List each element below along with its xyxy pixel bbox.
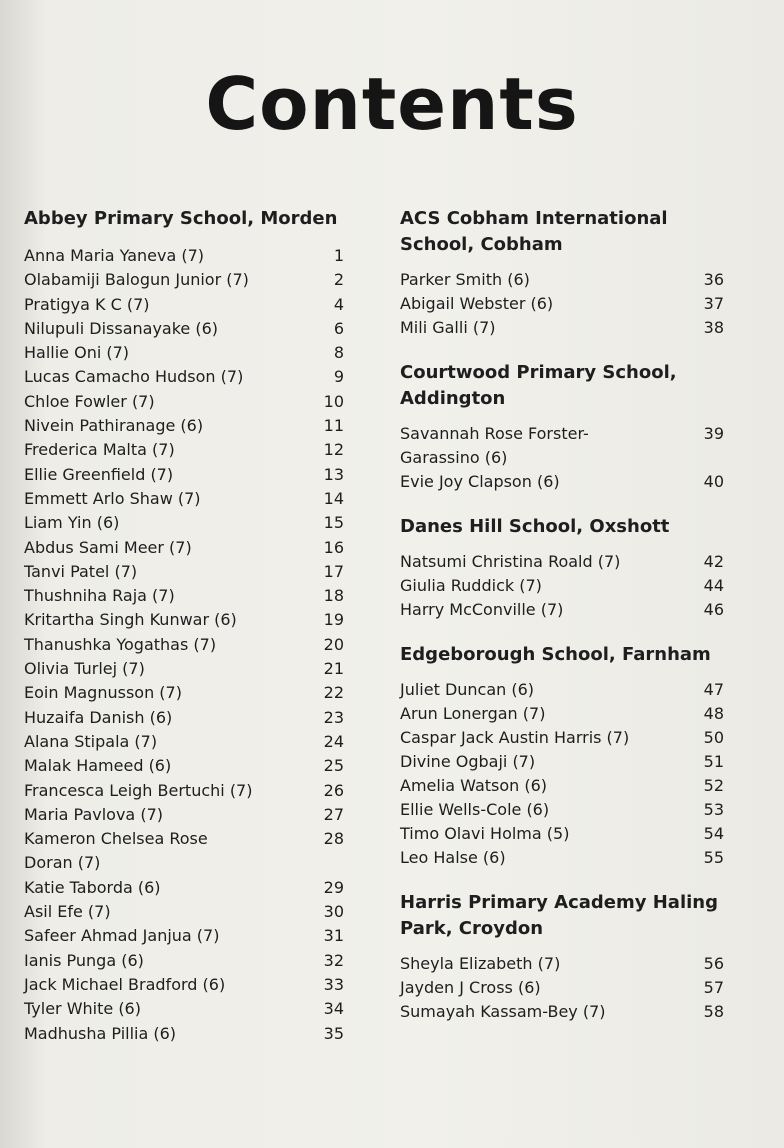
toc-entry [24, 268, 344, 292]
entry-page-number: 10 [323, 391, 344, 411]
entry-page-number: 51 [703, 752, 724, 771]
toc-entry [400, 774, 724, 798]
toc-entry [24, 997, 344, 1021]
school-heading: Abbey Primary School, Morden [24, 208, 338, 229]
entry-author-name: Malak Hameed (6) [24, 756, 172, 776]
entry-page-number: 31 [323, 926, 344, 946]
entry-page-number: 12 [323, 440, 344, 460]
toc-entry [24, 293, 344, 317]
toc-entry [400, 598, 724, 622]
toc-entry [24, 560, 344, 584]
entry-page-number: 32 [323, 950, 344, 970]
entry-page-number: 17 [323, 561, 344, 581]
entry-author-name: Chloe Fowler (7) [24, 391, 155, 411]
entry-author-name: Katie Taborda (6) [24, 877, 161, 897]
toc-entry [400, 470, 724, 494]
entry-page-number: 19 [323, 610, 344, 630]
entry-author-name: Ianis Punga (6) [24, 950, 144, 970]
school-section [400, 360, 724, 494]
entry-page-number: 8 [333, 343, 344, 363]
left-column [24, 206, 344, 1066]
entry-page-number: 18 [323, 586, 344, 606]
entry-author-name: Tyler White (6) [24, 999, 141, 1019]
school-heading: Edgeborough School, Farnham [400, 644, 711, 665]
entry-author-name: Maria Pavlova (7) [24, 804, 163, 824]
entry-page-number: 40 [703, 472, 724, 491]
entry-page-number: 39 [703, 424, 724, 443]
toc-entry [400, 550, 724, 574]
entry-author-name: Frederica Malta (7) [24, 440, 175, 460]
entry-author-name: Amelia Watson (6) [400, 776, 548, 795]
toc-entry [24, 876, 344, 900]
entry-author-name: Lucas Camacho Hudson (7) [24, 367, 244, 387]
entry-author-name: Safeer Ahmad Janjua (7) [24, 926, 220, 946]
entry-author-name: Ellie Wells-Cole (6) [400, 800, 550, 819]
entry-author-name: Evie Joy Clapson (6) [400, 472, 560, 491]
entry-page-number: 21 [323, 659, 344, 679]
toc-entry [24, 924, 344, 948]
entry-author-name: Jayden J Cross (6) [400, 978, 541, 997]
entry-page-number: 25 [323, 756, 344, 776]
entry-author-name: Emmett Arlo Shaw (7) [24, 488, 201, 508]
entry-page-number: 46 [703, 600, 724, 619]
page-title: Contents [205, 62, 579, 146]
entry-page-number: 1 [333, 246, 344, 265]
toc-entry [400, 822, 724, 846]
school-heading: Harris Primary Academy Haling Park, Croydon [400, 892, 718, 939]
entry-page-number: 47 [703, 680, 724, 699]
toc-entry [24, 244, 344, 268]
entry-author-name: Abdus Sami Meer (7) [24, 537, 192, 557]
toc-entry [400, 726, 724, 750]
toc-entry [24, 827, 344, 876]
entry-page-number: 52 [703, 776, 724, 795]
entry-page-number: 57 [703, 978, 724, 997]
entry-page-number: 30 [323, 902, 344, 922]
entry-page-number: 28 [323, 829, 344, 849]
toc-entry [24, 633, 344, 657]
school-heading: ACS Cobham International School, Cobham [400, 208, 668, 255]
toc-entry [400, 702, 724, 726]
toc-entry [24, 779, 344, 803]
entry-page-number: 29 [323, 877, 344, 897]
entry-page-number: 50 [703, 728, 724, 747]
entry-author-name: Francesca Leigh Bertuchi (7) [24, 780, 253, 800]
entry-page-number: 34 [323, 999, 344, 1019]
entry-author-name: Caspar Jack Austin Harris (7) [400, 728, 630, 747]
toc-entry [24, 341, 344, 365]
entry-page-number: 24 [323, 731, 344, 751]
entry-author-name: Divine Ogbaji (7) [400, 752, 536, 771]
school-section [400, 514, 724, 622]
school-heading: Danes Hill School, Oxshott [400, 516, 670, 537]
toc-entry [400, 268, 724, 292]
entry-page-number: 22 [323, 683, 344, 703]
toc-entry [24, 487, 344, 511]
toc-entry [24, 438, 344, 462]
entry-page-number: 26 [323, 780, 344, 800]
toc-entry [24, 584, 344, 608]
entry-author-name: Nilupuli Dissanayake (6) [24, 318, 219, 338]
entry-author-name: Alana Stipala (7) [24, 731, 158, 751]
entry-page-number: 11 [323, 416, 344, 436]
entry-page-number: 36 [703, 270, 724, 289]
school-section [400, 890, 724, 1024]
entry-author-name: Ellie Greenfield (7) [24, 464, 174, 484]
entry-page-number: 14 [323, 488, 344, 508]
toc-entry [24, 706, 344, 730]
toc-entry [24, 317, 344, 341]
toc-entry [400, 292, 724, 316]
entry-author-name: Pratigya K C (7) [24, 294, 150, 314]
entry-author-name: Arun Lonergan (7) [400, 704, 546, 723]
entry-page-number: 37 [703, 294, 724, 313]
school-heading: Courtwood Primary School, Addington [400, 362, 677, 409]
right-column [400, 206, 724, 1044]
entry-author-name: Sumayah Kassam-Bey (7) [400, 1002, 606, 1021]
entry-page-number: 38 [703, 318, 724, 337]
entry-author-name: Liam Yin (6) [24, 513, 120, 533]
toc-entry [24, 973, 344, 997]
entry-page-number: 9 [333, 367, 344, 387]
entry-author-name: Timo Olavi Holma (5) [400, 824, 570, 843]
entry-page-number: 58 [703, 1002, 724, 1021]
entry-page-number: 48 [703, 704, 724, 723]
toc-entry [24, 754, 344, 778]
school-section [24, 206, 344, 1046]
toc-entry [400, 976, 724, 1000]
entry-author-name: Leo Halse (6) [400, 848, 506, 867]
toc-entry [400, 574, 724, 598]
toc-entry [24, 730, 344, 754]
entry-author-name: Thushniha Raja (7) [24, 586, 175, 606]
toc-entry [24, 463, 344, 487]
entry-page-number: 15 [323, 513, 344, 533]
entry-author-name: Kritartha Singh Kunwar (6) [24, 610, 237, 630]
toc-entry [400, 798, 724, 822]
entry-page-number: 4 [333, 294, 344, 314]
entry-author-name: Giulia Ruddick (7) [400, 576, 542, 595]
entry-author-name: Olabamiji Balogun Junior (7) [24, 270, 249, 290]
toc-entry [400, 422, 724, 470]
entry-page-number: 33 [323, 974, 344, 994]
toc-entry [400, 952, 724, 976]
entry-author-name: Hallie Oni (7) [24, 343, 130, 363]
toc-entry [24, 365, 344, 389]
entry-page-number: 23 [323, 707, 344, 727]
toc-entry [24, 900, 344, 924]
entry-author-name: Mili Galli (7) [400, 318, 496, 337]
entry-author-name: Asil Efe (7) [24, 902, 111, 922]
entry-author-name: Thanushka Yogathas (7) [24, 634, 217, 654]
entry-page-number: 20 [323, 634, 344, 654]
toc-entry [24, 390, 344, 414]
entry-page-number: 56 [703, 954, 724, 973]
entry-author-name: Olivia Turlej (7) [24, 659, 145, 679]
toc-entry [24, 536, 344, 560]
school-section [400, 206, 724, 340]
entry-author-name: Harry McConville (7) [400, 600, 564, 619]
entry-author-name: Madhusha Pillia (6) [24, 1023, 177, 1043]
toc-entry [24, 949, 344, 973]
entry-author-name: Sheyla Elizabeth (7) [400, 954, 561, 973]
entry-author-name: Natsumi Christina Roald (7) [400, 552, 621, 571]
entry-page-number: 54 [703, 824, 724, 843]
toc-entry [400, 316, 724, 340]
toc-entry [24, 511, 344, 535]
entry-author-name: Parker Smith (6) [400, 270, 530, 289]
entry-page-number: 13 [323, 464, 344, 484]
school-section [400, 642, 724, 870]
entry-author-name: Huzaifa Danish (6) [24, 707, 173, 727]
toc-entry [24, 414, 344, 438]
entry-page-number: 2 [333, 270, 344, 290]
entry-page-number: 42 [703, 552, 724, 571]
entry-author-name: Savannah Rose Forster-Garassino (6) [400, 424, 589, 467]
toc-entry [24, 657, 344, 681]
entry-author-name: Eoin Magnusson (7) [24, 683, 182, 703]
entry-author-name: Juliet Duncan (6) [400, 680, 535, 699]
entry-page-number: 6 [333, 318, 344, 338]
toc-entry [400, 678, 724, 702]
entry-author-name: Anna Maria Yaneva (7) [24, 246, 205, 265]
entry-author-name: Nivein Pathiranage (6) [24, 416, 204, 436]
entry-author-name: Tanvi Patel (7) [24, 561, 138, 581]
toc-entry [24, 803, 344, 827]
entry-page-number: 44 [703, 576, 724, 595]
entry-author-name: Kameron Chelsea Rose Doran (7) [24, 829, 208, 873]
toc-entry [24, 1022, 344, 1046]
entry-page-number: 16 [323, 537, 344, 557]
entry-page-number: 53 [703, 800, 724, 819]
entry-author-name: Jack Michael Bradford (6) [24, 974, 226, 994]
toc-entry [24, 681, 344, 705]
entry-page-number: 27 [323, 804, 344, 824]
entry-author-name: Abigail Webster (6) [400, 294, 554, 313]
toc-entry [400, 1000, 724, 1024]
entry-page-number: 55 [703, 848, 724, 867]
toc-entry [400, 750, 724, 774]
entry-page-number: 35 [323, 1023, 344, 1043]
toc-entry [24, 608, 344, 632]
toc-entry [400, 846, 724, 870]
